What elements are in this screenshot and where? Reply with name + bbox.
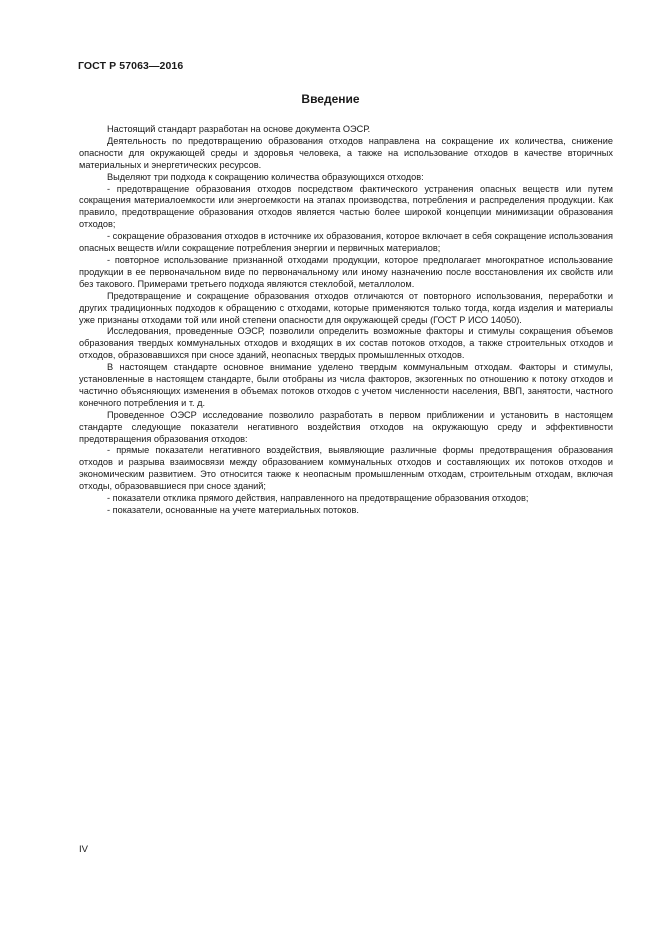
page-number: IV	[79, 844, 88, 855]
document-standard-code: ГОСТ Р 57063—2016	[78, 60, 184, 72]
list-item-3: - повторное использование признанной отходами продукции, которое предполагает многократное использование продукции в ее первоначальном виде по первоначальному или иному назначению после восстановления их свойств или без такового. Примерами третьего подхода являются стеклобой, металлолом.	[79, 254, 613, 289]
paragraph-6: В настоящем стандарте основное внимание уделено твердым коммунальным отходам. Факторы и стимулы, установленные в настоящем стандарте, были отобраны из числа факторов, экзогенных по отношению к потоку отходов и частично объясняющих изменения в объемах потоков отходов с учетом численности населения, ВВП, занятости, частного конечного потребления и т. д.	[79, 362, 613, 408]
body-text	[79, 124, 613, 517]
list-item-4: - прямые показатели негативного воздействия, выявляющие различные формы предотвращения образования отходов и разрыва взаимосвязи между образованием коммунальных отходов и составляющих их потоков отходов и экономическим развитием. Это относится также к неопасным промышленным отходам, строительным отходам, включая отходы, образовавшиеся при сносе зданий;	[79, 445, 613, 492]
list-item-2: - сокращение образования отходов в источнике их образования, которое включает в себя сокращение использования опасных веществ и/или сокращение потребления энергии и первичных материалов;	[79, 231, 613, 254]
paragraph-3: Выделяют три подхода к сокращению количества образующихся отходов:	[107, 171, 424, 182]
paragraph-2: Деятельность по предотвращению образования отходов направлена на сокращение их количества, снижение опасности для окружающей среды и здоровья человека, а также на использование отходов в качестве вторичных материальных и энергетических ресурсов.	[79, 135, 613, 170]
list-item-5: - показатели отклика прямого действия, направленного на предотвращение образования отходов;	[107, 493, 529, 504]
list-item-6: - показатели, основанные на учете материальных потоков.	[107, 505, 359, 515]
paragraph-5: Исследования, проведенные ОЭСР, позволили определить возможные факторы и стимулы сокращения объемов образования твердых коммунальных отходов и входящих в их состав потоков отходов, а также строительных отходов и отходов, образовавшихся при сносе зданий, неопасных твердых промышленных отходов.	[79, 326, 613, 361]
paragraph-7: Проведенное ОЭСР исследование позволило разработать в первом приближении и установить в настоящем стандарте следующие показатели негативного воздействия отходов на окружающую среду и эффективности предотвращения образования отходов:	[79, 409, 613, 444]
paragraph-4: Предотвращение и сокращение образования отходов отличаются от повторного использования, переработки и других традиционных подходов к обращению с отходами, которые применяются только тогда, когда изделия и материалы уже признаны отходами той или иной степени опасности для окружающей среды (ГОСТ Р ИСО 14050).	[79, 290, 613, 325]
list-item-1: - предотвращение образования отходов посредством фактического устранения опасных веществ или путем сокращения материалоемкости или энергоемкости на этапах производства, потребления и распределения продукции. Как правило, предотвращение образования отходов является частью более широкой концепции минимизации образования отходов;	[79, 183, 613, 230]
paragraph-1: Настоящий стандарт разработан на основе документа ОЭСР.	[107, 124, 371, 134]
section-title: Введение	[301, 92, 360, 106]
